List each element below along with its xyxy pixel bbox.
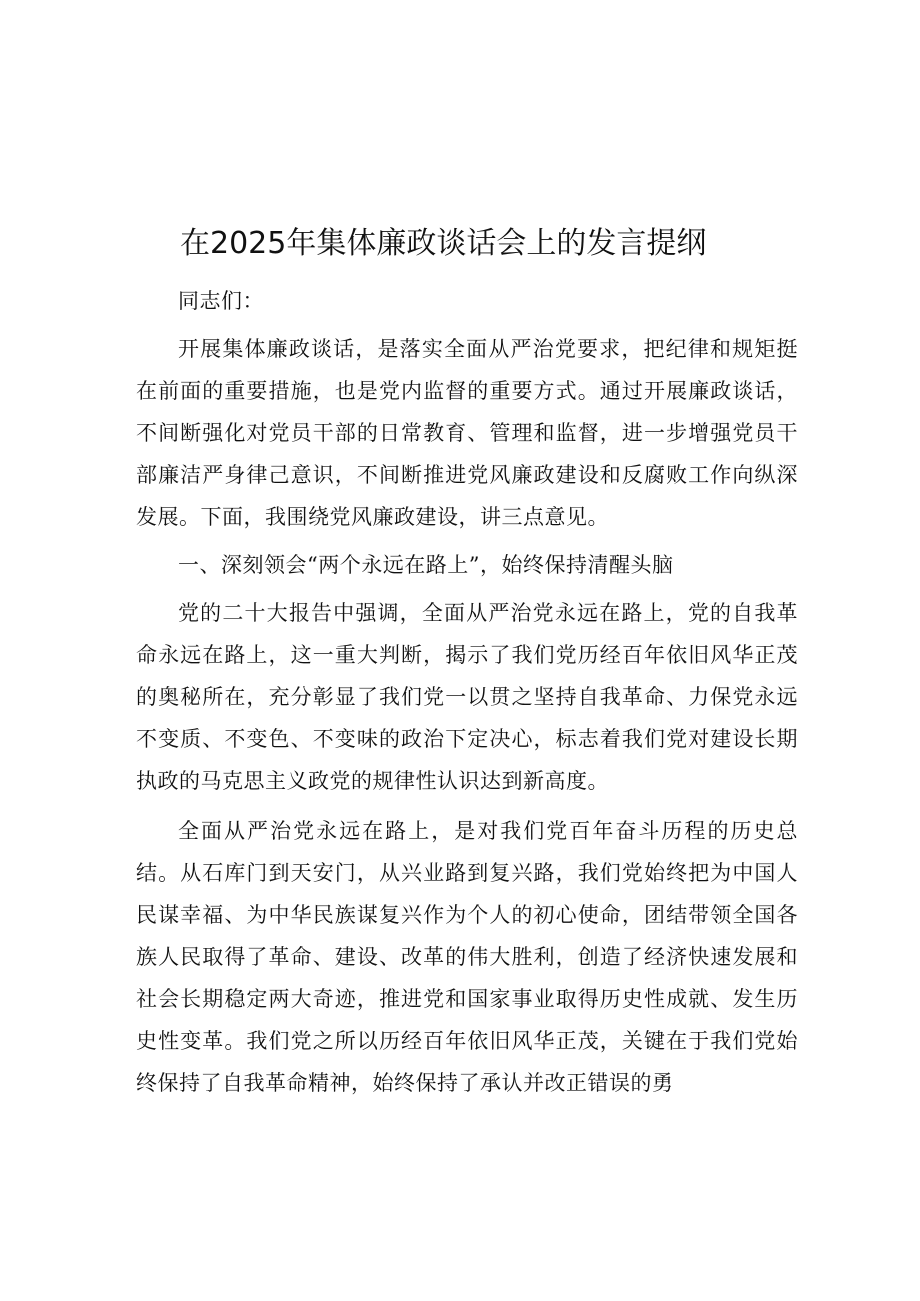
salutation: 同志们： bbox=[178, 289, 264, 313]
paragraph-section-1-a: 党的二十大报告中强调，全面从严治党永远在路上，党的自我革命永远在路上，这一重大判断，揭示了我们党历经百年依旧风华正茂的奥秘所在，充分彰显了我们党一以贯之坚持自我革命、力保党永远不变质、不变色、不变味的政治下定决心，标志着我们党对建设长期执政的马克思主义政党的规律性认识达到新高度。 bbox=[136, 601, 798, 793]
document-body bbox=[136, 280, 798, 1104]
document-title: 在2025年集体廉政谈话会上的发言提纲 bbox=[180, 226, 707, 261]
paragraph-section-1-b: 全面从严治党永远在路上，是对我们党百年奋斗历程的历史总结。从石库门到天安门，从兴业路到复兴路，我们党始终把为中国人民谋幸福、为中华民族谋复兴作为个人的初心使命，团结带领全国各族人民取得了革命、建设、改革的伟大胜利，创造了经济快速发展和社会长期稳定两大奇迹，推进党和国家事业取得历史性成就、发生历史性变革。我们党之所以历经百年依旧风华正茂，关键在于我们党始终保持了自我革命精神，始终保持了承认并改正错误的勇 bbox=[136, 819, 798, 1095]
section-heading-1: 一、深刻领会“两个永远在路上”，始终保持清醒头脑 bbox=[178, 553, 674, 577]
paragraph-intro: 开展集体廉政谈话，是落实全面从严治党要求，把纪律和规矩挺在前面的重要措施，也是党内监督的重要方式。通过开展廉政谈话，不间断强化对党员干部的日常教育、管理和监督，进一步增强党员干部廉洁严身律己意识，不间断推进党风廉政建设和反腐败工作向纵深发展。下面，我围绕党风廉政建设，讲三点意见。 bbox=[136, 337, 798, 529]
